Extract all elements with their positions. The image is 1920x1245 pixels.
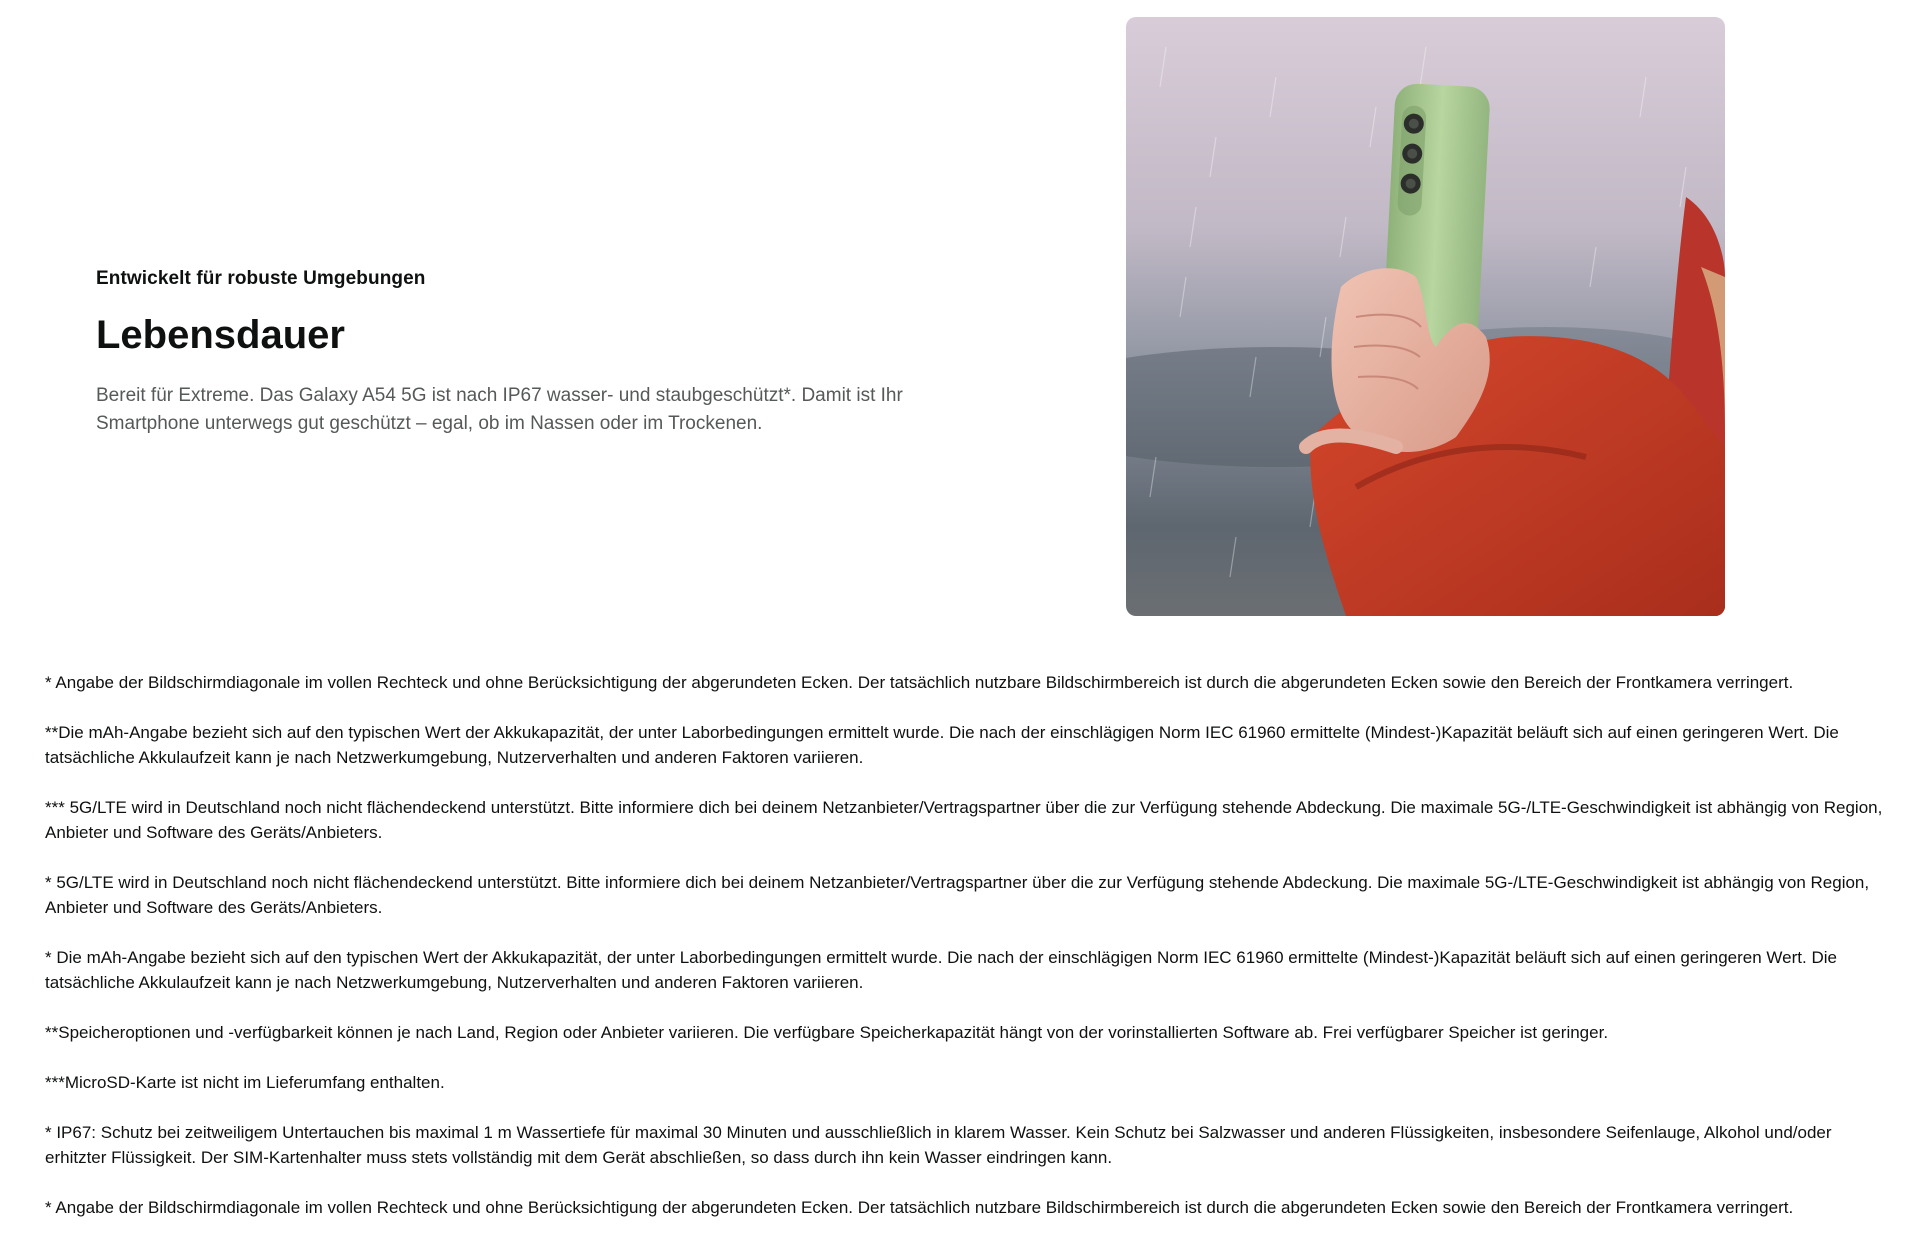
phone-in-rain-image <box>1126 17 1725 616</box>
footnote-item: * Angabe der Bildschirmdiagonale im vollen Rechteck und ohne Berücksichtigung der abgerundeten Ecken. Der tatsächlich nutzbare Bildschirmbereich ist durch die abgerundeten Ecken sowie den Bereich der Frontkamera verringert. <box>45 673 1794 692</box>
footnote-item: * Die mAh-Angabe bezieht sich auf den typischen Wert der Akkukapazität, der unter Laborbedingungen ermittelt wurde. Die nach der einschlägigen Norm IEC 61960 ermittelte (Mindest-)Kapazität beläuft sich auf einen geringeren Wert. Die tatsächliche Akkulaufzeit kann je nach Netzwerkumgebung, Nutzerverhalten und anderen Faktoren variieren. <box>45 948 1837 992</box>
footnote-item: * 5G/LTE wird in Deutschland noch nicht flächendeckend unterstützt. Bitte informiere dich bei deinem Netzanbieter/Vertragspartner über die zur Verfügung stehende Abdeckung. Die maximale 5G-/LTE-Geschwindigkeit ist abhängig von Region, Anbieter und Software des Geräts/Anbieters. <box>45 873 1870 917</box>
phone-in-rain-illustration <box>1126 17 1725 616</box>
footnote-item: *** 5G/LTE wird in Deutschland noch nicht flächendeckend unterstützt. Bitte informiere dich bei deinem Netzanbieter/Vertragspartner über die zur Verfügung stehende Abdeckung. Die maximale 5G-/LTE-Geschwindigkeit ist abhängig von Region, Anbieter und Software des Geräts/Anbieters. <box>45 798 1883 842</box>
footnote-item: **Die mAh-Angabe bezieht sich auf den typischen Wert der Akkukapazität, der unter Laborbedingungen ermittelt wurde. Die nach der einschlägigen Norm IEC 61960 ermittelte (Mindest-)Kapazität beläuft sich auf einen geringeren Wert. Die tatsächliche Akkulaufzeit kann je nach Netzwerkumgebung, Nutzerverhalten und anderen Faktoren variieren. <box>45 723 1839 767</box>
footnotes-list <box>45 670 1895 1245</box>
hero-text-block <box>96 268 916 438</box>
hero-headline: Lebensdauer <box>96 313 345 357</box>
hero-eyebrow: Entwickelt für robuste Umgebungen <box>96 268 426 289</box>
footnote-item: ***MicroSD-Karte ist nicht im Lieferumfang enthalten. <box>45 1073 445 1092</box>
footnote-item: * Angabe der Bildschirmdiagonale im vollen Rechteck und ohne Berücksichtigung der abgerundeten Ecken. Der tatsächlich nutzbare Bildschirmbereich ist durch die abgerundeten Ecken sowie den Bereich der Frontkamera verringert. <box>45 1198 1794 1217</box>
footnote-item: * IP67: Schutz bei zeitweiligem Untertauchen bis maximal 1 m Wassertiefe für maximal 30 Minuten und ausschließlich in klarem Wasser. Kein Schutz bei Salzwasser und anderen Flüssigkeiten, insbesondere Seifenlauge, Alkohol und/oder erhitzter Flüssigkeit. Der SIM-Kartenhalter muss stets vollständig mit dem Gerät abschließen, so dass durch ihn kein Wasser eindringen kann. <box>45 1123 1832 1167</box>
footnote-item: **Speicheroptionen und -verfügbarkeit können je nach Land, Region oder Anbieter variieren. Die verfügbare Speicherkapazität hängt von der vorinstallierten Software ab. Frei verfügbarer Speicher ist geringer. <box>45 1023 1609 1042</box>
hero-body: Bereit für Extreme. Das Galaxy A54 5G ist nach IP67 wasser- und staubgeschützt*. Damit ist Ihr Smartphone unterwegs gut geschützt – egal, ob im Nassen oder im Trockenen. <box>96 385 903 434</box>
